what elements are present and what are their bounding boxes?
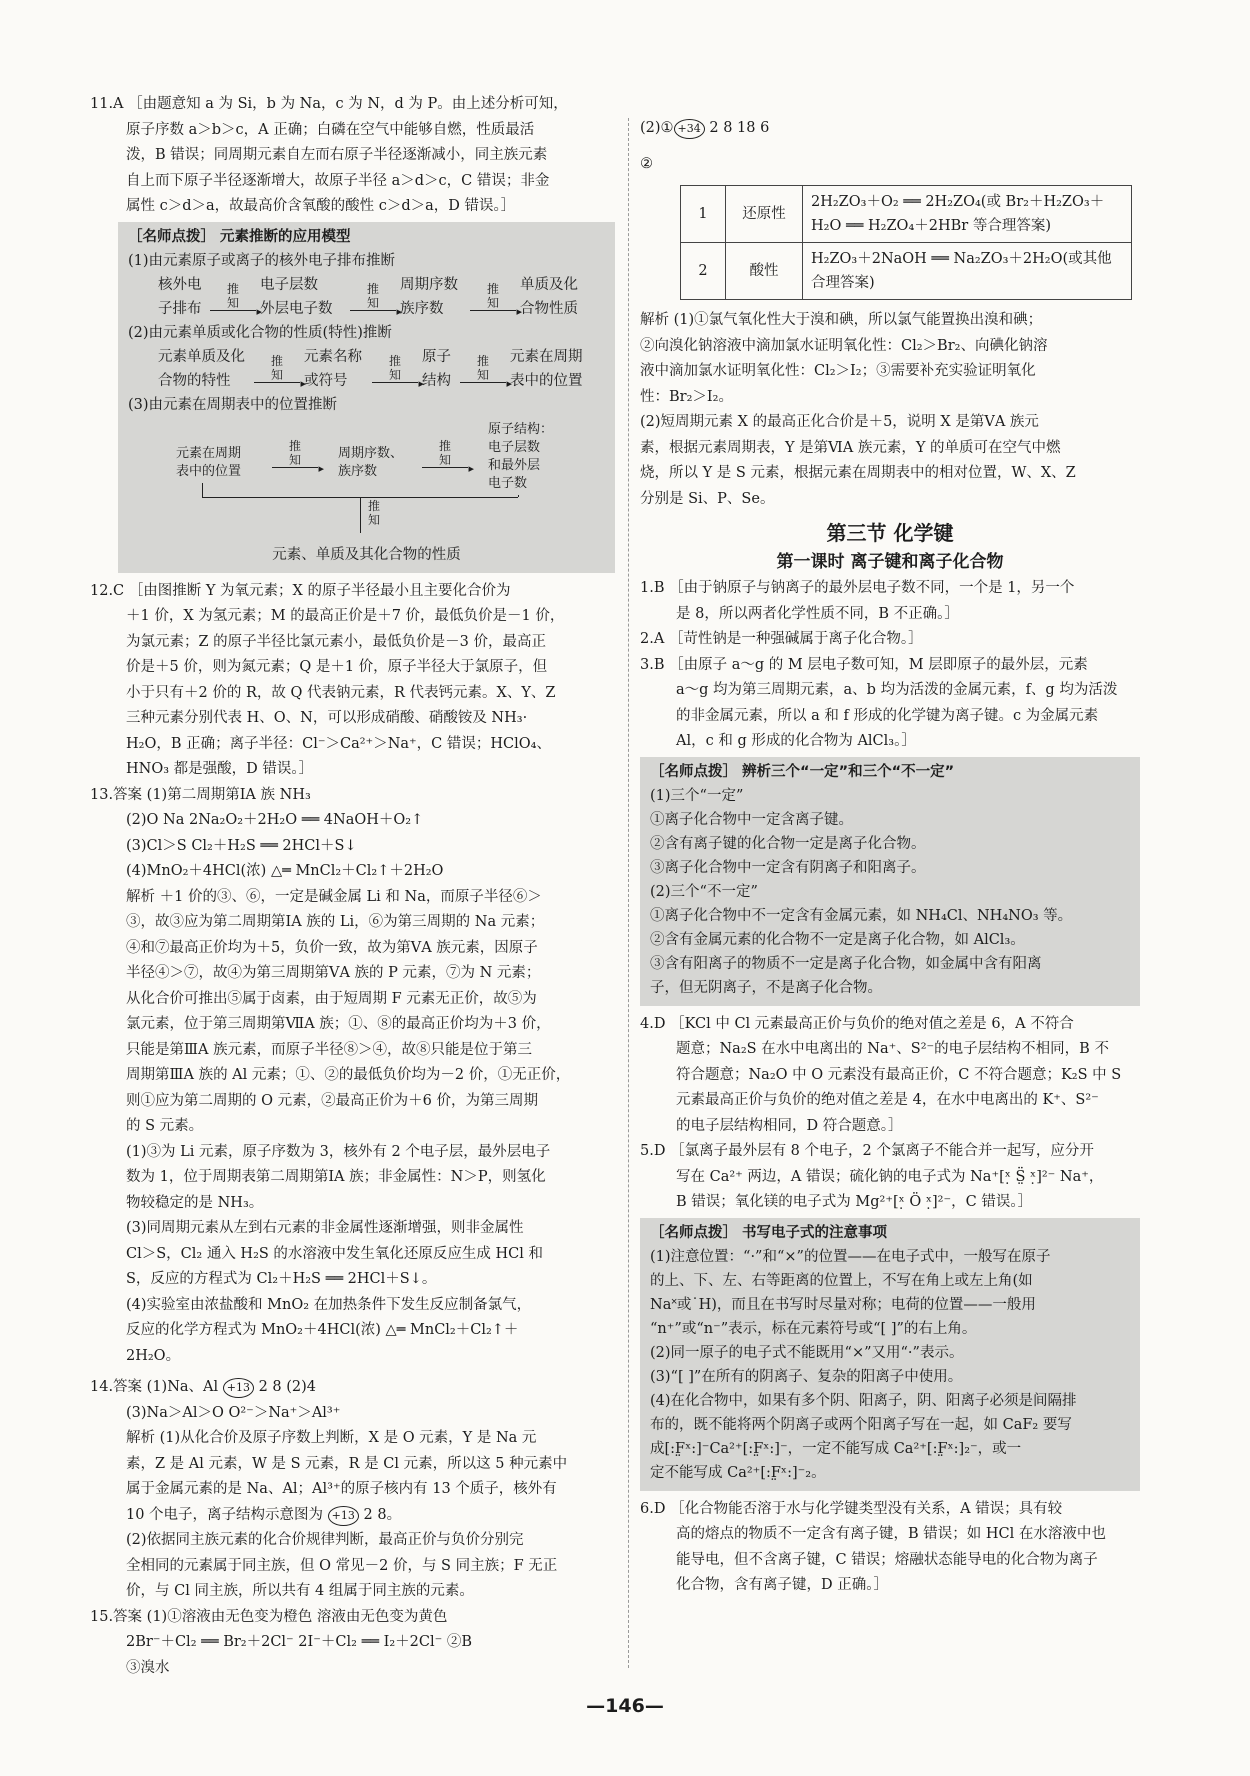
text-line: 子，但无阴离子，不是离子化合物。 <box>650 979 882 996</box>
text-line: 自上而下原子半径逐渐增大，故原子半径 a＞d＞c，C 错误；非金 <box>126 172 550 189</box>
text-line: 的电子层结构相同，D 符合题意。］ <box>676 1117 903 1134</box>
table-cell: 2 <box>681 243 726 300</box>
section-subtitle: 第一课时 离子键和离子化合物 <box>776 552 1004 572</box>
table-row <box>681 243 1132 300</box>
text-line: 2H₂O。 <box>126 1347 181 1364</box>
column-divider <box>628 118 629 1668</box>
text-line: 4.D ［KCl 中 Cl 元素最高正价与负价的绝对值之差是 6，A 不符合 <box>640 1015 1074 1032</box>
diagram-node: 原子结构： 电子层数 和最外层 电子数 <box>488 421 554 491</box>
text-line: 分别是 Si、P、Se。 <box>640 490 775 507</box>
text-line: 则①应为第二周期的 O 元素，②最高正价为＋6 价，为第三周期 <box>126 1092 538 1109</box>
text-line: 2Br⁻＋Cl₂ ══ Br₂＋2Cl⁻ 2I⁻＋Cl₂ ══ I₂＋2Cl⁻ ②B <box>126 1634 473 1650</box>
text-line: (2)同一原子的电子式不能既用“×”又用“·”表示。 <box>650 1344 964 1361</box>
text-line: 反应的化学方程式为 MnO₂＋4HCl(浓) △═ MnCl₂＋Cl₂↑＋ <box>126 1322 519 1338</box>
answer-table <box>680 185 1132 300</box>
text-line: ③含有阳离子的物质不一定是离子化合物，如金属中含有阳离 <box>650 955 1042 972</box>
text-line: (3)Na＞Al＞O O²⁻＞Na⁺＞Al³⁺ <box>126 1404 341 1421</box>
text-line: 烧，所以 Y 是 S 元素，根据元素在周期表中的相对位置，W、X、Z <box>640 465 1076 481</box>
text-line: 全相同的元素属于同主族，但 O 常见－2 价，与 S 同主族；F 无正 <box>126 1557 558 1574</box>
text-line: 属性 c＞d＞a，故最高价含氧酸的酸性 c＞d＞a，D 错误。］ <box>126 198 516 214</box>
text-line: Na˟或˙H)，而且在书写时尽量对称；电荷的位置——一般用 <box>650 1296 1036 1313</box>
flow-node: 元素单质及化 合物的特性 <box>158 348 245 389</box>
text-line: 的非金属元素，所以 a 和 f 形成的化学键为离子键。c 为金属元素 <box>676 707 1099 724</box>
text-line: 的 S 元素。 <box>126 1118 204 1134</box>
text-line: ＋1 价，X 为氢元素；M 的最高正价是＋7 价，最低负价是－1 价， <box>126 608 565 624</box>
text-line: ①离子化合物中一定含离子键。 <box>650 811 853 828</box>
text-line: 只能是第ⅢA 族元素，而原子半径⑧＞④，故⑧只能是位于第三 <box>126 1041 533 1058</box>
text-line: ①离子化合物中不一定含有金属元素，如 NH₄Cl、NH₄NO₃ 等。 <box>650 907 1073 924</box>
text-line: 3.B ［由原子 a～g 的 M 层电子数可知，M 层即原子的最外层，元素 <box>640 656 1088 673</box>
text-line: ②含有离子键的化合物一定是离子化合物。 <box>650 835 926 852</box>
flow-node: 元素在周期 表中的位置 <box>510 348 583 389</box>
infer-arrow: 推 知 ▸ <box>372 354 418 383</box>
text-line: 成[:F̤ˣ:]⁻Ca²⁺[:F̤ˣ:]⁻，一定不能写成 Ca²⁺[:F̤ˣ:]₂⁻，或一 <box>650 1440 1022 1457</box>
q6-answer <box>640 1497 1140 1599</box>
text-line: 素，Z 是 Al 元素，W 是 S 元素，R 是 Cl 元素，所以这 5 种元素中 <box>126 1455 568 1472</box>
text-line: (1)③为 Li 元素，原子序数为 3，核外有 2 个电子层，最外层电子 <box>126 1143 551 1160</box>
text-line: a～g 均为第三周期元素，a、b 均为活泼的金属元素，f、g 均为活泼 <box>676 682 1118 698</box>
infer-arrow: 推 知 ▸ <box>254 354 300 383</box>
diagram-node: 元素在周期 表中的位置 <box>176 445 242 479</box>
tip-heading: (1)由元素原子或离子的核外电子排布推断 <box>128 252 396 269</box>
table-row <box>681 186 1132 243</box>
tip-box-three-certain <box>640 757 1140 1006</box>
text-line: “n⁺”或“n⁻”表示，标在元素符号或“[ ]”的右上角。 <box>650 1320 977 1337</box>
text-line: 高的熔点的物质不一定含有离子键，B 错误；如 HCl 在水溶液中也 <box>676 1526 1106 1542</box>
text-line: 6.D ［化合物能否溶于水与化学键类型没有关系，A 错误；具有较 <box>640 1500 1063 1517</box>
text-line: B 错误；氧化镁的电子式为 Mg²⁺[ˣ̣ Ö ˣ̣]²⁻，C 错误。］ <box>676 1194 1033 1210</box>
text-line: ② <box>640 155 653 172</box>
text-line: (3)Cl＞S Cl₂＋H₂S ══ 2HCl＋S↓ <box>126 837 357 854</box>
text-line: 小于只有＋2 价的 R，故 Q 代表钠元素，R 代表钙元素。X、Y、Z <box>126 684 556 701</box>
text-line: 是 8，所以两者化学性质不同，B 不正确。］ <box>676 605 959 622</box>
connector <box>202 483 203 497</box>
text-line: 属于金属元素的是 Na、Al；Al³⁺的原子核内有 13 个质子，核外有 <box>126 1481 557 1497</box>
text-line: 化合物，含有离子键，D 正确。］ <box>676 1577 888 1593</box>
q13-answer <box>90 783 615 1370</box>
text-line: 1.B ［由于钠原子与钠离子的最外层电子数不同，一个是 1，另一个 <box>640 580 1075 596</box>
flow-1 <box>128 273 605 321</box>
q12-answer <box>90 579 615 783</box>
tip-title: ［名师点拨］ 书写电子式的注意事项 <box>650 1224 888 1241</box>
text-line: ③离子化合物中一定含有阴离子和阳离子。 <box>650 859 926 876</box>
text-line: 题意；Na₂S 在水中电离出的 Na⁺、S²⁻的电子层结构不相同，B 不 <box>676 1041 1109 1057</box>
diagram-node: 周期序数、 族序数 <box>338 445 404 479</box>
text-line: 氯元素，位于第三周期第ⅦA 族；①、⑧的最高正价均为＋3 价， <box>126 1016 551 1032</box>
electron-shells: 2 8 <box>363 1506 387 1523</box>
text-line: (2)三个“不一定” <box>650 883 758 900</box>
text-line: 为氯元素；Z 的原子半径比氯元素小，最低负价是－3 价，最高正 <box>126 633 547 650</box>
flow-node: 核外电 子排布 <box>158 276 202 317</box>
q15-answer <box>90 1605 615 1682</box>
table-cell: 1 <box>681 186 726 243</box>
text-line: (1)注意位置：“·”和“×”的位置——在电子式中，一般写在原子 <box>650 1248 1051 1265</box>
text-line: ③，故③应为第二周期第ⅠA 族的 Li，⑥为第三周期的 Na 元素； <box>126 914 545 930</box>
table-cell: H₂ZO₃＋2NaOH ══ Na₂ZO₃＋2H₂O(或其他合理答案) <box>803 243 1132 300</box>
tip-title: ［名师点拨］ 辨析三个“一定”和三个“不一定” <box>650 763 955 780</box>
answer-head: 14.答案 (1)Na、Al +13 2 8 (2)4 <box>90 1375 615 1401</box>
flow-2 <box>128 345 605 393</box>
text-line: 素，根据元素周期表，Y 是第ⅥA 族元素，Y 的单质可在空气中燃 <box>640 439 1061 456</box>
right-column <box>640 92 1140 1599</box>
text-line: 2.A ［苛性钠是一种强碱属于离子化合物。］ <box>640 631 923 647</box>
text-line: 原子序数 a＞b＞c，A 正确；白磷在空气中能够自燃，性质最活 <box>126 121 535 138</box>
text-line: 从化合价可推出⑤属于卤素，由于短周期 F 元素无正价，故⑤为 <box>126 990 537 1007</box>
table-cell: 2H₂ZO₃＋O₂ ══ 2H₂ZO₄(或 Br₂＋H₂ZO₃＋H₂O ══ H₂ZO₄＋2HBr 等合理答案) <box>803 186 1132 243</box>
position-inference-diagram <box>128 421 605 539</box>
flow-node: 单质及化 合物性质 <box>520 276 578 317</box>
text-line: 写在 Ca²⁺ 两边，A 错误；硫化钠的电子式为 Na⁺[ˣ̣ S̤̈ ˣ̣]²⁻ Na⁺， <box>676 1168 1104 1185</box>
text-line: 解析 ＋1 价的③、⑥，一定是碱金属 Li 和 Na，而原子半径⑥＞ <box>126 888 542 905</box>
electron-shells: 2 8 18 6 <box>709 120 770 136</box>
flow-node: 元素名称 或符号 <box>304 348 362 389</box>
text-line: ②向溴化钠溶液中滴加氯水证明氧化性：Cl₂＞Br₂、向碘化钠溶 <box>640 337 1048 354</box>
flow-node: 电子层数 外层电子数 <box>260 276 333 317</box>
q1-3-answers <box>640 576 1140 755</box>
table-cell: 还原性 <box>726 186 803 243</box>
text-line: 价，与 Cl 同主族，所以共有 4 组属于同主族的元素。 <box>126 1583 474 1599</box>
nucleus-circle: +13 <box>223 1378 254 1398</box>
text-line: (1)三个“一定” <box>650 787 744 804</box>
text-line: 定不能写成 Ca²⁺[:F̤ˣ:]⁻₂。 <box>650 1464 826 1481</box>
atom-structure-line: (2)① +34 2 8 18 6 <box>640 116 1140 142</box>
text-line: 半径④＞⑦，故④为第三周期第ⅤA 族的 P 元素，⑦为 N 元素； <box>126 965 541 981</box>
text-line: 符合题意；Na₂O 中 O 元素没有最高正价，C 不符合题意；K₂S 中 S <box>676 1066 1122 1083</box>
text-line: 15.答案 (1)①溶液由无色变为橙色 溶液由无色变为黄色 <box>90 1608 448 1625</box>
text-line: 解析 (1)①氯气氧化性大于溴和碘，所以氯气能置换出溴和碘； <box>640 312 1043 328</box>
tip-box-electron-formula <box>640 1218 1140 1491</box>
tip-heading: (2)由元素单质或化合物的性质(特性)推断 <box>128 324 392 341</box>
q4-5-answers <box>640 1012 1140 1216</box>
text-line: 5.D ［氯离子最外层有 8 个电子，2 个氯离子不能合并一起写，应分开 <box>640 1143 1094 1159</box>
page-number: —146— <box>586 1695 664 1717</box>
text-line: 周期第ⅢA 族的 Al 元素；①、②的最低负价均为－2 价，①无正价， <box>126 1067 571 1083</box>
text-line: 泼，B 错误；同周期元素自左而右原子半径逐渐减小，同主族元素 <box>126 147 548 163</box>
text-line: 性：Br₂＞I₂。 <box>640 388 733 405</box>
infer-arrow: 推 知 ▸ <box>272 439 318 468</box>
q11-answer <box>90 92 615 220</box>
text-line: (2)O Na 2Na₂O₂＋2H₂O ══ 4NaOH＋O₂↑ <box>126 812 424 828</box>
q-explanation <box>640 308 1140 512</box>
text-line: Al，c 和 g 形成的化合物为 AlCl₃。］ <box>676 733 916 749</box>
text-line: 元素最高正价与负价的绝对值之差是 4，在水中电离出的 K⁺、S²⁻ <box>676 1092 1099 1108</box>
infer-arrow: 推 知 ▸ <box>210 282 256 311</box>
text-line: 液中滴加氯水证明氧化性：Cl₂＞I₂；③需要补充实验证明氧化 <box>640 363 1036 379</box>
text-line: (3)同周期元素从左到右元素的非金属性逐渐增强，则非金属性 <box>126 1220 524 1236</box>
electron-shells: 2 8 <box>258 1379 282 1395</box>
text-line: (4)MnO₂＋4HCl(浓) △═ MnCl₂＋Cl₂↑＋2H₂O <box>126 863 444 879</box>
text-line: (2)依据同主族元素的化合价规律判断，最高正价与负价分别完 <box>126 1532 524 1548</box>
text-line: 价是＋5 价，则为氮元素；Q 是＋1 价，原子半径大于氯原子，但 <box>126 659 548 675</box>
text-line: 解析 (1)从化合价及原子序数上判断，X 是 O 元素，Y 是 Na 元 <box>126 1430 537 1446</box>
infer-arrow: 推 知 ▸ <box>350 282 396 311</box>
text-line: 物较稳定的是 NH₃。 <box>126 1194 264 1211</box>
text-line: 数为 1，位于周期表第二周期第ⅠA 族；非金属性：N＞P，则氢化 <box>126 1169 546 1185</box>
connector <box>518 495 519 497</box>
nucleus-circle: +13 <box>328 1506 359 1526</box>
table-cell: 酸性 <box>726 243 803 300</box>
text-line: (3)“[ ]”在所有的阴离子、复杂的阳离子中使用。 <box>650 1368 963 1385</box>
text-line: ④和⑦最高正价均为＋5，负价一致，故为第ⅤA 族元素，因原子 <box>126 939 538 956</box>
text-line: 能导电，但不含离子键，C 错误；熔融状态能导电的化合物为离子 <box>676 1551 1098 1568</box>
text-line: (2)短周期元素 X 的最高正化合价是＋5，说明 X 是第ⅤA 族元 <box>640 414 1039 430</box>
infer-arrow: 推 知 ▸ <box>470 282 516 311</box>
infer-arrow: 推 知 ▸ <box>422 439 468 468</box>
text-line: ②含有金属元素的化合物不一定是离子化合物，如 AlCl₃。 <box>650 931 1025 948</box>
infer-arrow: 推 知 ▸ <box>460 354 506 383</box>
text-line: Cl＞S，Cl₂ 通入 H₂S 的水溶液中发生氧化还原反应生成 HCl 和 <box>126 1245 544 1262</box>
answer-head: 13.答案 (1)第二周期第ⅠA 族 NH₃ <box>90 786 311 803</box>
flow-node: 原子 结构 <box>422 348 451 389</box>
tip-heading: (3)由元素在周期表中的位置推断 <box>128 396 338 413</box>
text-line: S，反应的方程式为 Cl₂＋H₂S ══ 2HCl＋S↓。 <box>126 1271 437 1287</box>
section-title: 第三节 化学键 <box>826 521 954 545</box>
text-line: HNO₃ 都是强酸，D 错误。］ <box>126 761 314 777</box>
text-line: 10 个电子，离子结构示意图为 +13 2 8。 <box>90 1503 615 1529</box>
text-line: ③溴水 <box>126 1659 170 1676</box>
text-line: 12.C ［由图推断 Y 为氧元素；X 的原子半径最小且主要化合价为 <box>90 582 511 599</box>
diagram-node: 元素、单质及其化合物的性质 <box>272 546 461 563</box>
flow-node: 周期序数 族序数 <box>400 276 458 317</box>
tip-title: ［名师点拨］ 元素推断的应用模型 <box>128 228 351 245</box>
connector <box>360 497 361 533</box>
text-line: (4)实验室由浓盐酸和 MnO₂ 在加热条件下发生反应制备氯气， <box>126 1296 532 1313</box>
text-line: 布的，既不能将两个阴离子或两个阳离子写在一起，如 CaF₂ 要写 <box>650 1416 1072 1433</box>
nucleus-circle: +34 <box>674 119 705 139</box>
left-column <box>90 92 615 1681</box>
q14-answer <box>90 1375 615 1605</box>
text-line: (4)在化合物中，如果有多个阴、阳离子，阴、阳离子必须是间隔排 <box>650 1392 1077 1409</box>
tip-box-element-inference <box>118 222 615 573</box>
diagram-arrow-label: 推 知 <box>368 498 381 527</box>
text-line: H₂O，B 正确；离子半径：Cl⁻＞Ca²⁺＞Na⁺，C 错误；HClO₄、 <box>126 735 551 752</box>
text-line: 的上、下、左、右等距离的位置上，不写在角上或左上角(如 <box>650 1272 1033 1289</box>
text-line: 三种元素分别代表 H、O、N，可以形成硝酸、硝酸铵及 NH₃· <box>126 710 528 726</box>
text-line: 11.A ［由题意知 a 为 Si，b 为 Na，c 为 N，d 为 P。由上述分析可知， <box>90 96 568 112</box>
